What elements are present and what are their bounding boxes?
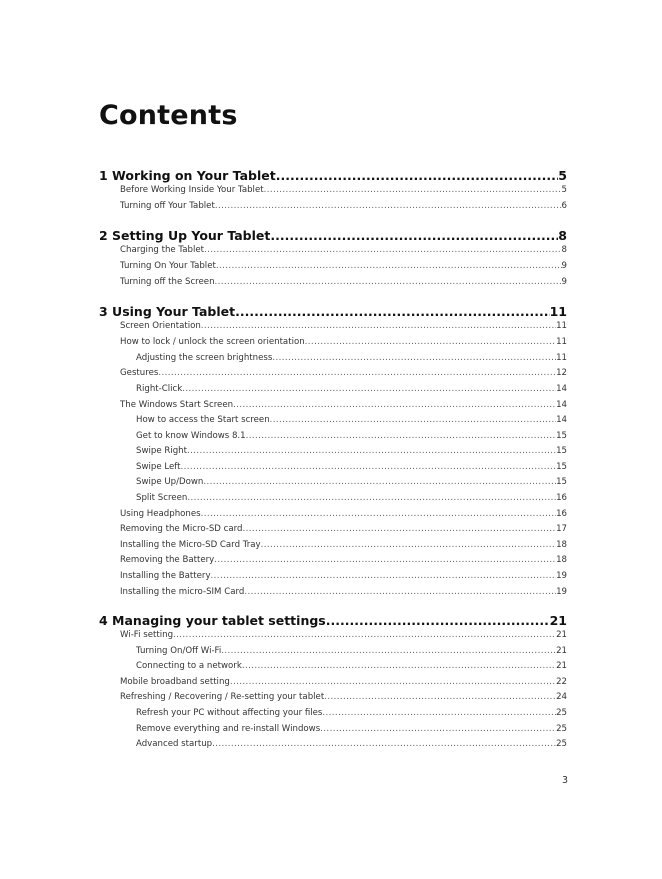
- toc-leader-dots: [270, 415, 556, 425]
- toc-page-number: 19: [556, 587, 567, 597]
- toc-section-entry[interactable]: [120, 400, 567, 410]
- toc-leader-dots: [246, 431, 556, 441]
- toc-page-number: 11: [549, 304, 567, 319]
- toc-leader-dots: [270, 228, 558, 243]
- toc-leader-dots: [320, 724, 556, 734]
- toc-page-number: 6: [561, 201, 567, 211]
- toc-page-number: 5: [558, 168, 567, 183]
- toc-section-entry[interactable]: [136, 708, 567, 718]
- toc-section-entry[interactable]: [136, 739, 567, 749]
- toc-page-number: 21: [549, 613, 567, 628]
- toc-page-number: 25: [556, 708, 567, 718]
- page-title: Contents: [99, 100, 238, 131]
- toc-section-entry[interactable]: [120, 555, 567, 565]
- toc-page-number: 15: [556, 477, 567, 487]
- toc-section-entry[interactable]: [136, 646, 567, 656]
- toc-leader-dots: [173, 630, 556, 640]
- toc-page-number: 11: [556, 337, 567, 347]
- toc-leader-dots: [244, 587, 556, 597]
- toc-entry-title: 3 Using Your Tablet: [99, 304, 236, 319]
- toc-entry-title: 4 Managing your tablet settings: [99, 613, 326, 628]
- toc-page-number: 24: [556, 692, 567, 702]
- toc-entry-title: Screen Orientation: [120, 321, 201, 331]
- toc-leader-dots: [235, 304, 550, 319]
- toc-entry-title: The Windows Start Screen: [120, 400, 234, 410]
- toc-section-entry[interactable]: [136, 661, 567, 671]
- toc-entry-title: Installing the micro-SIM Card: [120, 587, 245, 597]
- toc-leader-dots: [233, 400, 556, 410]
- toc-section-entry[interactable]: [136, 477, 567, 487]
- toc-section-entry[interactable]: [120, 692, 567, 702]
- toc-leader-dots: [264, 185, 562, 195]
- toc-page-number: 11: [556, 321, 567, 331]
- toc-page-number: 22: [556, 677, 567, 687]
- toc-chapter-entry[interactable]: [99, 168, 567, 183]
- toc-entry-title: Before Working Inside Your Tablet: [120, 185, 264, 195]
- toc-section-entry[interactable]: [136, 462, 567, 472]
- toc-section-entry[interactable]: [120, 337, 567, 347]
- toc-leader-dots: [215, 277, 562, 287]
- toc-leader-dots: [158, 368, 556, 378]
- toc-chapter-entry[interactable]: [99, 228, 567, 243]
- toc-entry-title: 2 Setting Up Your Tablet: [99, 228, 271, 243]
- toc-section-entry[interactable]: [120, 277, 567, 287]
- toc-entry-title: Advanced startup: [136, 739, 213, 749]
- toc-entry-title: Mobile broadband setting: [120, 677, 230, 687]
- toc-leader-dots: [221, 646, 556, 656]
- toc-leader-dots: [212, 739, 556, 749]
- toc-leader-dots: [261, 540, 556, 550]
- toc-leader-dots: [322, 708, 556, 718]
- toc-section-entry[interactable]: [120, 509, 567, 519]
- toc-section-entry[interactable]: [136, 431, 567, 441]
- toc-page-number: 12: [556, 368, 567, 378]
- toc-leader-dots: [211, 571, 557, 581]
- toc-entry-title: Split Screen: [136, 493, 188, 503]
- toc-leader-dots: [204, 245, 562, 255]
- toc-entry-title: Turning off Your Tablet: [120, 201, 215, 211]
- toc-entry-title: Turning On/Off Wi-Fi: [136, 646, 222, 656]
- toc-page-number: 14: [556, 384, 567, 394]
- toc-leader-dots: [305, 337, 556, 347]
- toc-section-entry[interactable]: [136, 446, 567, 456]
- toc-entry-title: Removing the Micro-SD card: [120, 524, 243, 534]
- toc-page-number: 9: [561, 261, 567, 271]
- toc-page-number: 11: [556, 353, 567, 363]
- toc-page-number: 15: [556, 431, 567, 441]
- toc-page-number: 15: [556, 446, 567, 456]
- toc-section-entry[interactable]: [120, 201, 567, 211]
- toc-entry-title: Installing the Micro-SD Card Tray: [120, 540, 261, 550]
- toc-page-number: 21: [556, 646, 567, 656]
- toc-leader-dots: [216, 261, 562, 271]
- toc-page-number: 21: [556, 630, 567, 640]
- toc-section-entry[interactable]: [120, 677, 567, 687]
- toc-section-entry[interactable]: [120, 261, 567, 271]
- toc-entry-title: How to access the Start screen: [136, 415, 270, 425]
- toc-page-number: 16: [556, 509, 567, 519]
- toc-leader-dots: [230, 677, 556, 687]
- toc-section-entry[interactable]: [120, 185, 567, 195]
- toc-page-number: 19: [556, 571, 567, 581]
- toc-page-number: 25: [556, 724, 567, 734]
- toc-leader-dots: [214, 555, 556, 565]
- toc-section-entry[interactable]: [136, 415, 567, 425]
- toc-entry-title: Refresh your PC without affecting your files: [136, 708, 323, 718]
- toc-section-entry[interactable]: [120, 630, 567, 640]
- toc-leader-dots: [182, 384, 556, 394]
- toc-entry-title: Charging the Tablet: [120, 245, 204, 255]
- toc-entry-title: Connecting to a network: [136, 661, 242, 671]
- toc-page-number: 14: [556, 400, 567, 410]
- toc-leader-dots: [187, 446, 556, 456]
- toc-section-entry[interactable]: [136, 724, 567, 734]
- toc-leader-dots: [187, 493, 556, 503]
- toc-page-number: 17: [556, 524, 567, 534]
- toc-entry-title: Turning On Your Tablet: [120, 261, 216, 271]
- toc-leader-dots: [272, 353, 556, 363]
- page-number: 3: [562, 775, 569, 786]
- toc-page-number: 18: [556, 555, 567, 565]
- toc-entry-title: Removing the Battery: [120, 555, 215, 565]
- toc-entry-title: Swipe Right: [136, 446, 187, 456]
- toc-section-entry[interactable]: [136, 493, 567, 503]
- toc-leader-dots: [181, 462, 557, 472]
- toc-page-number: 18: [556, 540, 567, 550]
- toc-entry-title: How to lock / unlock the screen orientation: [120, 337, 305, 347]
- toc-entry-title: Adjusting the screen brightness: [136, 353, 273, 363]
- toc-page-number: 8: [561, 245, 567, 255]
- toc-leader-dots: [201, 509, 556, 519]
- toc-entry-title: Get to know Windows 8.1: [136, 431, 246, 441]
- toc-page-number: 8: [558, 228, 567, 243]
- toc-entry-title: Swipe Up/Down: [136, 477, 204, 487]
- toc-section-entry[interactable]: [120, 571, 567, 581]
- toc-leader-dots: [201, 321, 556, 331]
- toc-page-number: 5: [561, 185, 567, 195]
- toc-section-entry[interactable]: [120, 368, 567, 378]
- toc-page-number: 9: [561, 277, 567, 287]
- toc-leader-dots: [242, 524, 556, 534]
- toc-page-number: 25: [556, 739, 567, 749]
- toc-leader-dots: [276, 168, 559, 183]
- toc-leader-dots: [203, 477, 556, 487]
- toc-section-entry[interactable]: [120, 321, 567, 331]
- toc-section-entry[interactable]: [136, 384, 567, 394]
- toc-leader-dots: [324, 692, 556, 702]
- toc-section-entry[interactable]: [120, 245, 567, 255]
- toc-entry-title: Right-Click: [136, 384, 183, 394]
- toc-page-number: 15: [556, 462, 567, 472]
- toc-section-entry[interactable]: [120, 587, 567, 597]
- toc-entry-title: Remove everything and re-install Windows: [136, 724, 321, 734]
- toc-entry-title: Using Headphones: [120, 509, 201, 519]
- toc-chapter-entry[interactable]: [99, 304, 567, 319]
- toc-entry-title: Installing the Battery: [120, 571, 211, 581]
- toc-entry-title: Refreshing / Recovering / Re-setting your tablet: [120, 692, 325, 702]
- toc-section-entry[interactable]: [136, 353, 567, 363]
- toc-section-entry[interactable]: [120, 540, 567, 550]
- toc-chapter-entry[interactable]: [99, 613, 567, 628]
- toc-leader-dots: [215, 201, 562, 211]
- toc-page-number: 14: [556, 415, 567, 425]
- toc-page-number: 21: [556, 661, 567, 671]
- toc-page-number: 16: [556, 493, 567, 503]
- toc-entry-title: Swipe Left: [136, 462, 181, 472]
- toc-entry-title: Wi-Fi setting: [120, 630, 174, 640]
- toc-leader-dots: [326, 613, 550, 628]
- toc-entry-title: Turning off the Screen: [120, 277, 215, 287]
- toc-entry-title: 1 Working on Your Tablet: [99, 168, 276, 183]
- toc-section-entry[interactable]: [120, 524, 567, 534]
- toc-leader-dots: [242, 661, 556, 671]
- toc-entry-title: Gestures: [120, 368, 159, 378]
